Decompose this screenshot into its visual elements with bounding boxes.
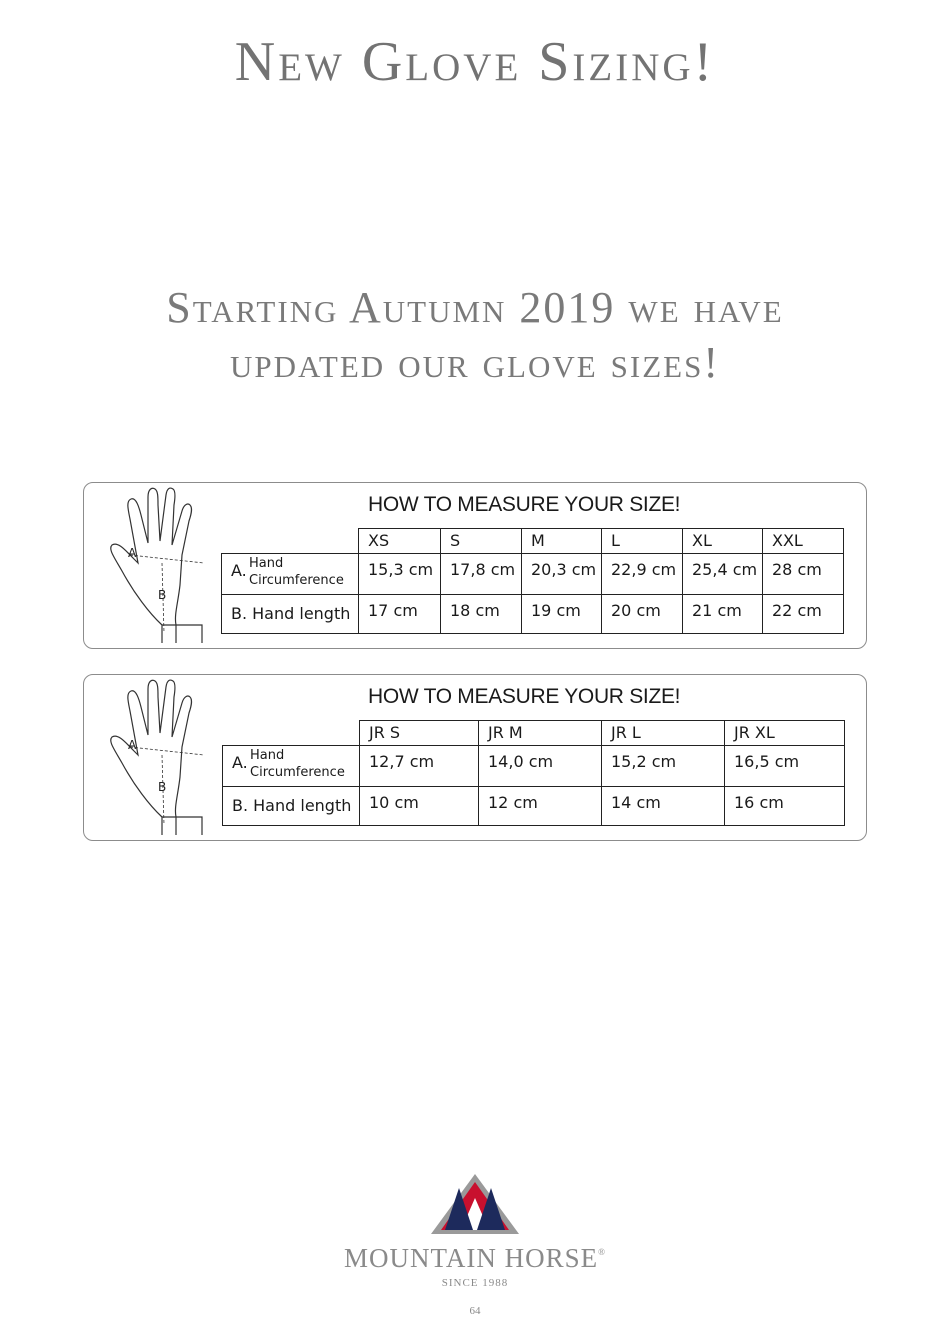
- size-header: XS: [359, 529, 441, 554]
- hand-length-value: 20 cm: [602, 595, 683, 634]
- size-header-row: [223, 721, 845, 746]
- circumference-value: 16,5 cm: [725, 746, 845, 787]
- hand-length-value: 18 cm: [441, 595, 522, 634]
- circumference-value: 22,9 cm: [602, 554, 683, 595]
- diagram-label-b: B: [158, 780, 167, 794]
- hand-length-value: 22 cm: [763, 595, 844, 634]
- page-number: 64: [469, 1305, 481, 1317]
- brand-since: SINCE 1988: [441, 1277, 509, 1289]
- measure-heading: HOW TO MEASURE YOUR SIZE!: [368, 685, 681, 708]
- brand-logo: [0, 1172, 950, 1236]
- size-header-row: [222, 529, 844, 554]
- size-header: M: [522, 529, 602, 554]
- hand-length-value: 10 cm: [360, 787, 479, 826]
- junior-size-table: [222, 720, 845, 826]
- hand-measure-icon: [104, 485, 224, 645]
- hand-length-value: 12 cm: [479, 787, 602, 826]
- registered-mark: ®: [598, 1247, 606, 1257]
- page-title: New Glove Sizing!: [234, 31, 716, 93]
- hand-length-value: 19 cm: [522, 595, 602, 634]
- circumference-value: 20,3 cm: [522, 554, 602, 595]
- size-header: S: [441, 529, 522, 554]
- circumference-value: 28 cm: [763, 554, 844, 595]
- hand-measure-icon: [104, 677, 224, 837]
- announcement-line-2: updated our glove sizes!: [229, 338, 721, 387]
- size-header: XXL: [763, 529, 844, 554]
- circumference-value: 25,4 cm: [683, 554, 763, 595]
- circumference-value: 17,8 cm: [441, 554, 522, 595]
- adult-size-table: [221, 528, 844, 634]
- size-header: JR XL: [725, 721, 845, 746]
- circumference-row: [222, 554, 844, 595]
- size-header: JR M: [479, 721, 602, 746]
- size-header: XL: [683, 529, 763, 554]
- circumference-label: A. Hand Circumference: [222, 554, 359, 595]
- circumference-value: 15,3 cm: [359, 554, 441, 595]
- hand-length-row: [223, 787, 845, 826]
- hand-length-value: 16 cm: [725, 787, 845, 826]
- junior-size-chart: [83, 674, 867, 841]
- hand-length-value: 17 cm: [359, 595, 441, 634]
- hand-length-value: 14 cm: [602, 787, 725, 826]
- adult-size-chart: [83, 482, 867, 649]
- circumference-value: 15,2 cm: [602, 746, 725, 787]
- circumference-row: [223, 746, 845, 787]
- diagram-label-a: A: [128, 546, 137, 560]
- diagram-label-b: B: [158, 588, 167, 602]
- size-header: JR L: [602, 721, 725, 746]
- announcement-text: [0, 280, 950, 390]
- hand-length-label: B. Hand length: [222, 595, 359, 634]
- announcement-line-1: Starting Autumn 2019 we have: [166, 283, 784, 332]
- diagram-label-a: A: [128, 738, 137, 752]
- size-header: L: [602, 529, 683, 554]
- brand-name: MOUNTAIN HORSE®: [344, 1243, 606, 1273]
- mountain-logo-icon: [429, 1172, 521, 1236]
- measure-heading: HOW TO MEASURE YOUR SIZE!: [368, 493, 681, 516]
- size-header: JR S: [360, 721, 479, 746]
- circumference-value: 14,0 cm: [479, 746, 602, 787]
- circumference-label: A. Hand Circumference: [223, 746, 360, 787]
- circumference-value: 12,7 cm: [360, 746, 479, 787]
- hand-length-row: [222, 595, 844, 634]
- hand-length-value: 21 cm: [683, 595, 763, 634]
- hand-length-label: B. Hand length: [223, 787, 360, 826]
